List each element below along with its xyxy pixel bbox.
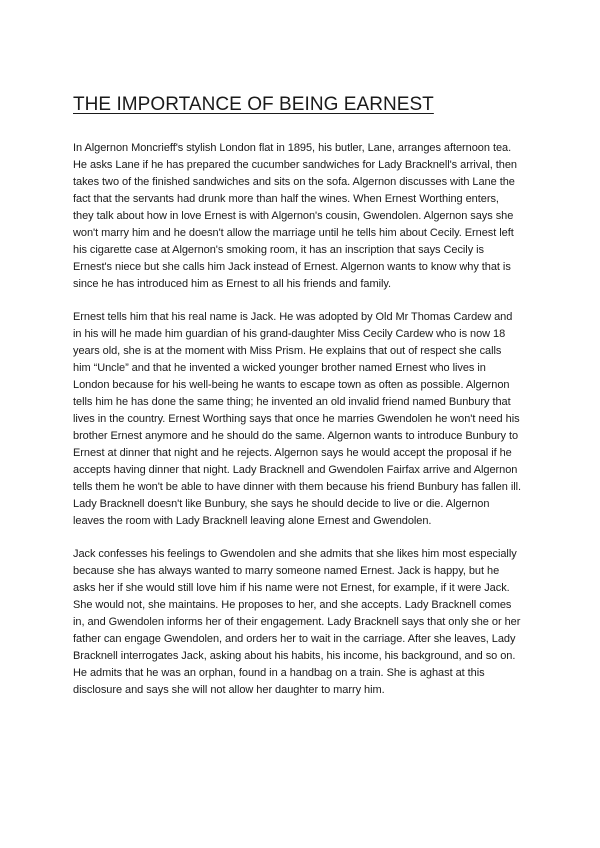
paragraph-1: In Algernon Moncrieff's stylish London flat in 1895, his butler, Lane, arranges afternoon tea. He asks Lane if he has prepared the cucumber sandwiches for Lady Bracknell's arrival, then takes two of the finished sandwiches and sits on the sofa. Algernon discusses with Lane the fact that the servants had drunk more than half the wines. When Ernest Worthing enters, they talk about how in love Ernest is with Algernon's cousin, Gwendolen. Algernon says she won't marry him and he doesn't allow the marriage until he tells him about Cecily. Ernest left his cigarette case at Algernon's smoking room, it has an inscription that says Cecily is Ernest's niece but she calls him Jack instead of Ernest. Algernon wants to know why that is since he has introduced him as Ernest to all his friends and family. <box>73 142 517 290</box>
page-title: THE IMPORTANCE OF BEING EARNEST <box>73 94 434 115</box>
paragraph-3: Jack confesses his feelings to Gwendolen and she admits that she likes him most especially because she has always wanted to marry someone named Ernest. Jack is happy, but he asks her if she would still love him if his name were not Ernest, for example, if it were Jack. She would not, she maintains. He proposes to her, and she accepts. Lady Bracknell comes in, and Gwendolen informs her of their engagement. Lady Bracknell says that only she or her father can engage Gwendolen, and orders her to wait in the carriage. After she leaves, Lady Bracknell interrogates Jack, asking about his habits, his income, his background, and so on. He admits that he was an orphan, found in a handbag on a train. She is aghast at this disclosure and says she will not allow her daughter to marry him. <box>73 548 521 696</box>
document-body <box>73 140 521 699</box>
paragraph-2: Ernest tells him that his real name is Jack. He was adopted by Old Mr Thomas Cardew and in his will he made him guardian of his grand-daughter Miss Cecily Cardew who is now 18 years old, she is at the moment with Miss Prism. He explains that out of respect she calls him “Uncle” and that he invented a wicked younger brother named Ernest who lives in London because for his well-being he wants to escape town as often as possible. Algernon tells him he has done the same thing; he invented an old invalid friend named Bunbury that lives in the country. Ernest Worthing says that once he marries Gwendolen he won't need his brother Ernest anymore and he should do the same. Algernon wants to introduce Bunbury to Ernest at dinner that night and he rejects. Algernon says he would accept the proposal if he accepts having dinner that night. Lady Bracknell and Gwendolen Fairfax arrive and Algernon tells them he won't be able to have dinner with them because his friend Bunbury has fallen ill. Lady Bracknell doesn't like Bunbury, she says he should decide to live or die. Algernon leaves the room with Lady Bracknell leaving alone Ernest and Gwendolen. <box>73 311 522 527</box>
